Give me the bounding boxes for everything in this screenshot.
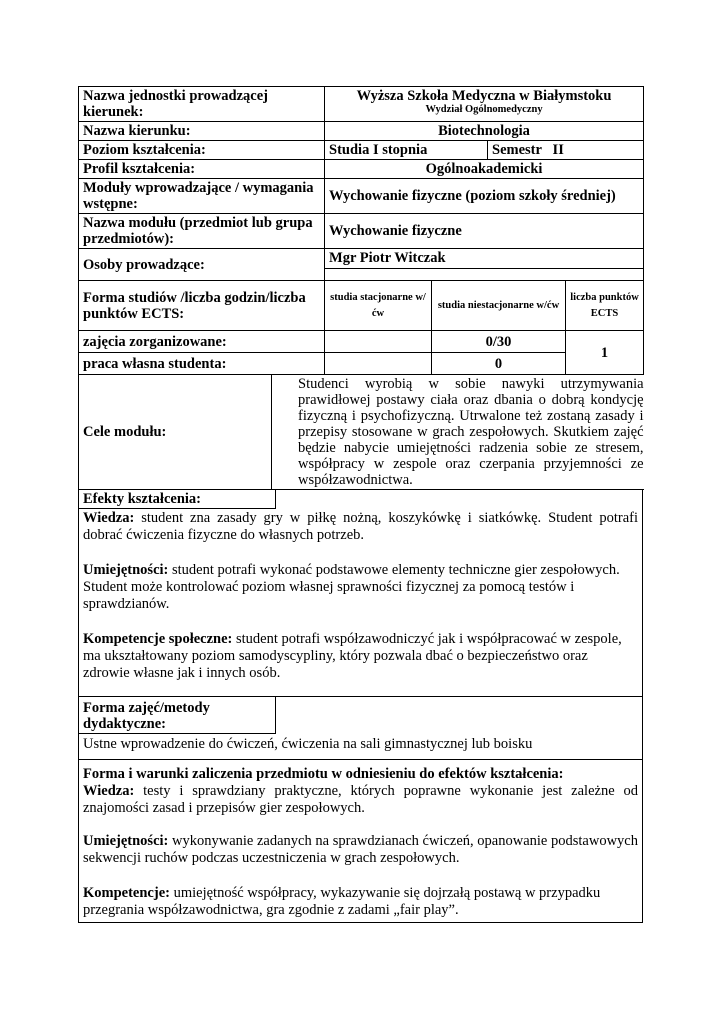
- assessment-knowledge-head: Wiedza:: [83, 783, 135, 799]
- effects-social-head: Kompetencje społeczne:: [83, 631, 233, 647]
- row-profile: [79, 160, 644, 179]
- methods-label: Forma zajęć/metody dydaktyczne:: [79, 697, 276, 734]
- assessment-knowledge: [83, 783, 638, 817]
- selfwork-stationary: [325, 353, 432, 375]
- teacher-empty-cell: [325, 269, 644, 281]
- assessment-competences: [79, 883, 642, 922]
- prereq-value: Wychowanie fizyczne (poziom szkoły średniej): [325, 179, 644, 214]
- effects-social: [79, 629, 642, 684]
- row-field: [79, 122, 644, 141]
- level-value: Studia I stopnia: [325, 141, 488, 160]
- col-extramural: studia niestacjonarne w/ćw: [432, 281, 566, 331]
- row-level: [79, 141, 644, 160]
- col-ects: liczba punktów ECTS: [566, 281, 644, 331]
- syllabus-document: [78, 86, 643, 923]
- assessment-comp-text: umiejętność współpracy, wykazywanie się dojrzałą postawą w przypadku przegrania współzawodnictwa, gra zgodnie z zadami „fair play”.: [83, 885, 601, 918]
- module-label: Nazwa modułu (przedmiot lub grupa przedmiotów):: [79, 214, 325, 249]
- unit-label: Nazwa jednostki prowadzącej kierunek:: [79, 87, 325, 122]
- assessment-skills-head: Umiejętności:: [83, 833, 169, 849]
- effects-knowledge-text: student zna zasady gry w piłkę nożną, koszykówkę i siatkówkę. Student potrafi dobrać ćwiczenia fizyczne do własnych potrzeb.: [83, 510, 638, 543]
- assessment-label: Forma i warunki zaliczenia przedmiotu w odniesieniu do efektów kształcenia:: [83, 766, 564, 782]
- assessment-skills-text: wykonywanie zadanych na sprawdzianach ćwiczeń, opanowanie podstawowych sekwencji ruchów podczas uczestniczenia w grach zespołowych.: [83, 833, 638, 866]
- organized-label: zajęcia zorganizowane:: [79, 331, 325, 353]
- syllabus-table: [78, 86, 644, 490]
- unit-name: Wyższa Szkoła Medyczna w Białymstoku: [356, 88, 612, 104]
- organized-extramural: 0/30: [432, 331, 566, 353]
- prereq-label: Moduły wprowadzające / wymagania wstępne:: [79, 179, 325, 214]
- methods-text: Ustne wprowadzenie do ćwiczeń, ćwiczenia na sali gimnastycznej lub boisku: [83, 736, 533, 752]
- goals-text: Studenci wyrobią w sobie nawyki utrzymywania prawidłowej postawy ciała oraz dbania o dobrą kondycję fizyczną i psychofizyczną. Utrwalone też zostaną zasady i przepisy stosowane w grach zespołowych. Skutkiem zajęć będzie nabycie umiejętności radzenia sobie ze stresem, współpracy w zespole oraz czerpania przyjemności ze współzawodnictwa.: [272, 375, 644, 490]
- row-teacher: [79, 249, 644, 269]
- ects-value: 1: [566, 331, 644, 375]
- profile-label: Profil kształcenia:: [79, 160, 325, 179]
- row-goals: [79, 375, 644, 490]
- effects-skills-head: Umiejętności:: [83, 562, 169, 578]
- effects-knowledge: [79, 509, 642, 546]
- form-label: Forma studiów /liczba godzin/liczba punktów ECTS:: [79, 281, 325, 331]
- row-prereq: [79, 179, 644, 214]
- col-stationary: studia stacjonarne w/ćw: [325, 281, 432, 331]
- effects-skills: [79, 560, 642, 615]
- row-unit: [79, 87, 644, 122]
- effects-section: [78, 490, 643, 697]
- selfwork-extramural: 0: [432, 353, 566, 375]
- effects-label: Efekty kształcenia:: [79, 490, 276, 509]
- effects-knowledge-head: Wiedza:: [83, 510, 135, 526]
- teacher-label: Osoby prowadzące:: [79, 249, 325, 281]
- assessment-intro: [79, 760, 642, 817]
- module-value: Wychowanie fizyczne: [325, 214, 644, 249]
- row-form-header: [79, 281, 644, 331]
- row-module: [79, 214, 644, 249]
- assessment-comp-head: Kompetencje:: [83, 885, 170, 901]
- unit-faculty: Wydział Ogólnomedyczny: [425, 104, 543, 115]
- row-organized: [79, 331, 644, 353]
- semester-value: Semestr II: [488, 141, 644, 160]
- assessment-knowledge-text: testy i sprawdziany praktyczne, których poprawne wykonanie jest zależne od znajomości zasad i przepisów gier zespołowych.: [83, 783, 638, 816]
- effects-social-text: student potrafi współzawodniczyć jak i współpracować w zespole, ma ukształtowany poziom samodyscypliny, który pozwala dbać o bezpieczeństwo oraz zdrowie własne jak i innych osób.: [83, 631, 622, 681]
- profile-value: Ogólnoakademicki: [325, 160, 644, 179]
- organized-stationary: [325, 331, 432, 353]
- goals-label: Cele modułu:: [79, 375, 272, 490]
- selfwork-label: praca własna studenta:: [79, 353, 325, 375]
- assessment-section: [78, 760, 643, 923]
- unit-value-cell: [325, 87, 644, 122]
- methods-section: [78, 697, 643, 760]
- field-value: Biotechnologia: [325, 122, 644, 141]
- effects-skills-text: student potrafi wykonać podstawowe elementy techniczne gier zespołowych. Student może kontrolować poziom własnej sprawności fizycznej za pomocą testów i sprawdzianów.: [83, 562, 620, 612]
- level-label: Poziom kształcenia:: [79, 141, 325, 160]
- teacher-value: Mgr Piotr Witczak: [325, 249, 644, 269]
- assessment-skills: [79, 831, 642, 869]
- row-selfwork: [79, 353, 644, 375]
- field-label: Nazwa kierunku:: [79, 122, 325, 141]
